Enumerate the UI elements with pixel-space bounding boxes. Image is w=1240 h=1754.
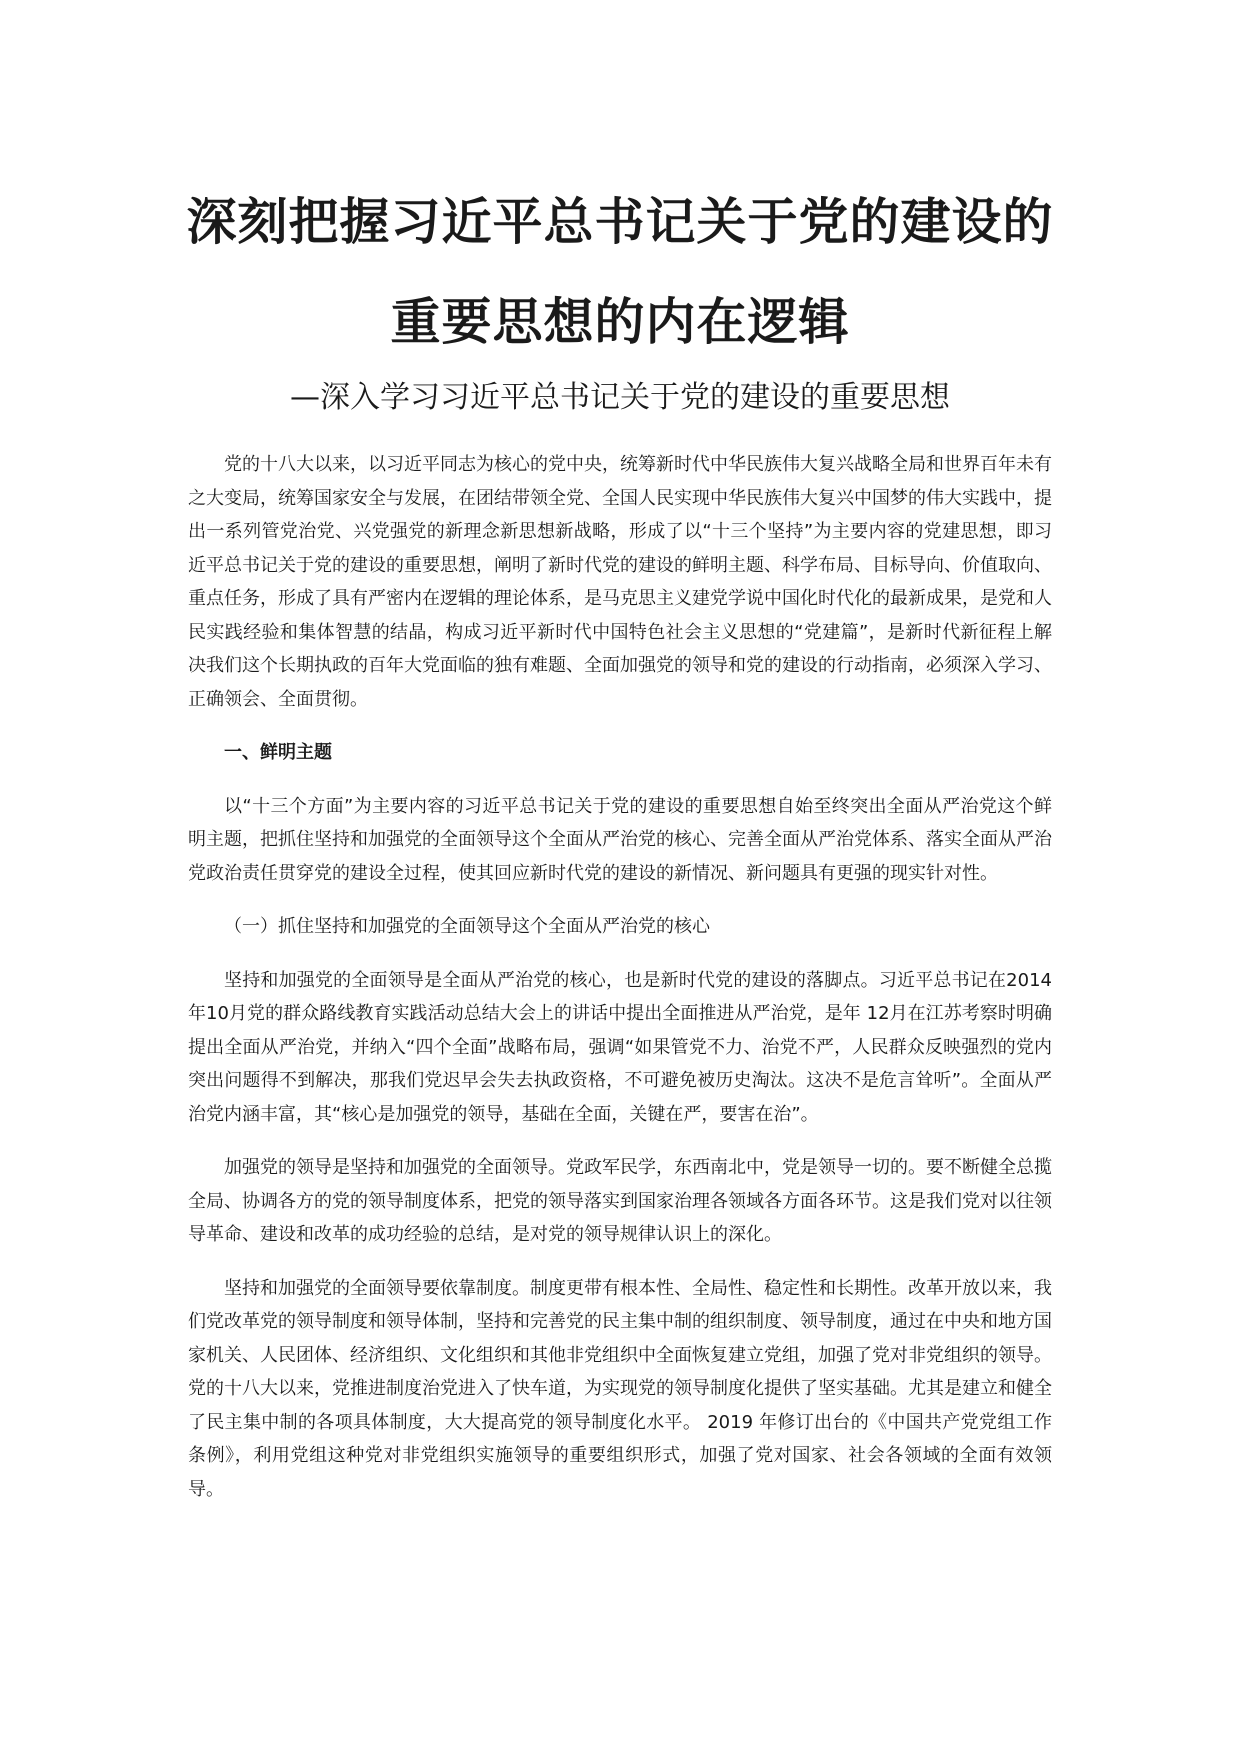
document-subtitle: —深入学习习近平总书记关于党的建设的重要思想 [290,380,950,415]
section-heading: 一、鲜明主题 [224,742,332,763]
document-body [188,448,1052,1506]
subsection-heading: （一）抓住坚持和加强党的全面领导这个全面从严治党的核心 [224,916,710,937]
body-paragraph: 坚持和加强党的全面领导要依靠制度。制度更带有根本性、全局性、稳定性和长期性。改革开放以来，我们党改革党的领导制度和领导体制，坚持和完善党的民主集中制的组织制度、领导制度，通过在中央和地方国家机关、人民团体、经济组织、文化组织和其他非党组织中全面恢复建立党组，加强了党对非党组织的领导。党的十八大以来，党推进制度治党进入了快车道，为实现党的领导制度化提供了坚实基础。尤其是建立和健全了民主集中制的各项具体制度，大大提高党的领导制度化水平。 2019 年修订出台的《中国共产党党组工作条例》，利用党组这种党对非党组织实施领导的重要组织形式，加强了党对国家、社会各领域的全面有效领导。 [188,1277,1052,1500]
document-title-line1: 深刻把握习近平总书记关于党的建设的 [186,193,1054,251]
document-title-line2: 重要思想的内在逻辑 [390,293,850,351]
body-paragraph: 坚持和加强党的全面领导是全面从严治党的核心，也是新时代党的建设的落脚点。习近平总书记在2014年10月党的群众路线教育实践活动总结大会上的讲话中提出全面推进从严治党，是年 12月在江苏考察时明确提出全面从严治党，并纳入“四个全面”战略布局，强调“如果管党不力、治党不严，人民群众反映强烈的党内突出问题得不到解决，那我们党迟早会失去执政资格，不可避免被历史淘汰。这决不是危言耸听”。全面从严治党内涵丰富，其“核心是加强党的领导，基础在全面，关键在严，要害在治”。 [188,969,1052,1125]
body-paragraph: 以“十三个方面”为主要内容的习近平总书记关于党的建设的重要思想自始至终突出全面从严治党这个鲜明主题，把抓住坚持和加强党的全面领导这个全面从严治党的核心、完善全面从严治党体系、落实全面从严治党政治责任贯穿党的建设全过程，使其回应新时代党的建设的新情况、新问题具有更强的现实针对性。 [188,795,1052,884]
body-paragraph: 加强党的领导是坚持和加强党的全面领导。党政军民学，东西南北中，党是领导一切的。要不断健全总揽全局、协调各方的党的领导制度体系，把党的领导落实到国家治理各领域各方面各环节。这是我们党对以往领导革命、建设和改革的成功经验的总结，是对党的领导规律认识上的深化。 [188,1157,1052,1245]
intro-paragraph: 党的十八大以来，以习近平同志为核心的党中央，统筹新时代中华民族伟大复兴战略全局和世界百年未有之大变局，统筹国家安全与发展，在团结带领全党、全国人民实现中华民族伟大复兴中国梦的伟大实践中，提出一系列管党治党、兴党强党的新理念新思想新战略，形成了以“十三个坚持”为主要内容的党建思想，即习近平总书记关于党的建设的重要思想，阐明了新时代党的建设的鲜明主题、科学布局、目标导向、价值取向、重点任务，形成了具有严密内在逻辑的理论体系，是马克思主义建党学说中国化时代化的最新成果，是党和人民实践经验和集体智慧的结晶，构成习近平新时代中国特色社会主义思想的“党建篇”，是新时代新征程上解决我们这个长期执政的百年大党面临的独有难题、全面加强党的领导和党的建设的行动指南，必须深入学习、正确领会、全面贯彻。 [188,454,1052,710]
